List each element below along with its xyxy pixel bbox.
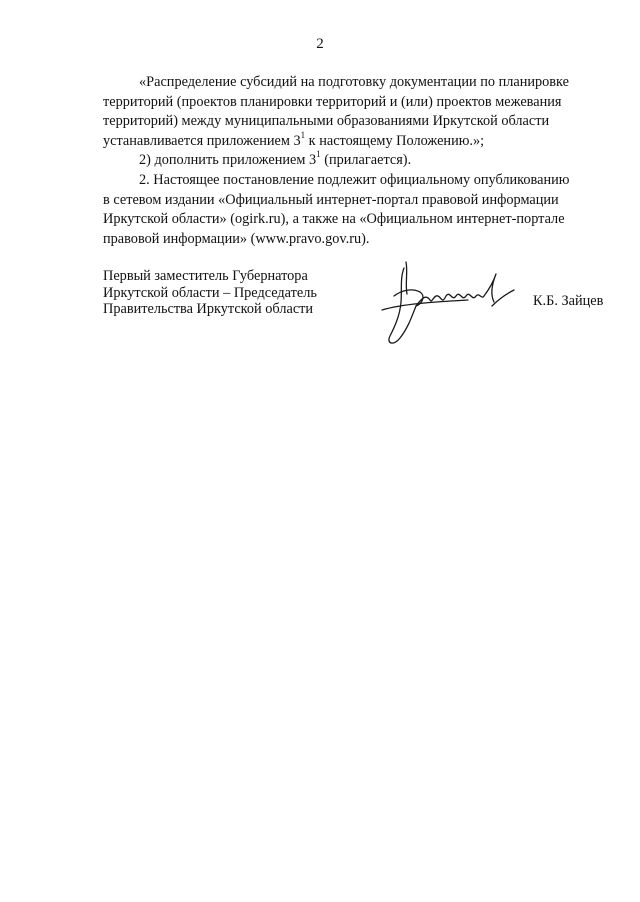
- paragraph-text: к настоящему Положению.»;: [305, 132, 485, 149]
- paragraph-line: территорий) между муниципальными образованиями Иркутской области: [103, 113, 550, 129]
- signatory-name: К.Б. Зайцев: [533, 293, 604, 309]
- superscript: 1: [316, 149, 321, 160]
- superscript: 1: [300, 129, 306, 140]
- paragraph-line: в сетевом издании «Официальный интернет-портал правовой информации: [103, 191, 559, 208]
- signatory-title: [103, 268, 317, 318]
- paragraph-line: территорий (проектов планировки территорий и (или) проектов межевания: [103, 93, 562, 110]
- paragraph-text: 2) дополнить приложением 3: [139, 152, 317, 168]
- paragraph-line: Иркутской области» (ogirk.ru), а также на «Официальном интернет-портале: [103, 211, 565, 227]
- paragraph-subsidy-distribution: [103, 73, 606, 151]
- paragraph-line: 2. Настоящее постановление подлежит официальному опубликованию: [139, 172, 570, 188]
- paragraph-line: «Распределение субсидий на подготовку документации по планировке: [139, 74, 569, 90]
- paragraph-add-appendix: [103, 151, 606, 171]
- paragraph-publication: [103, 171, 606, 249]
- page-number: 2: [316, 36, 324, 52]
- paragraph-line: [103, 129, 606, 152]
- paragraph-text: устанавливается приложением 3: [103, 132, 301, 149]
- paragraph-text: (прилагается).: [320, 152, 412, 168]
- handwritten-signature: [372, 250, 522, 360]
- signatory-title-line: Первый заместитель Губернатора: [103, 268, 308, 284]
- signatory-title-line: Иркутской области – Председатель: [103, 284, 317, 301]
- paragraph-line: правовой информации» (www.pravo.gov.ru).: [103, 230, 370, 247]
- signatory-title-line: Правительства Иркутской области: [103, 301, 314, 317]
